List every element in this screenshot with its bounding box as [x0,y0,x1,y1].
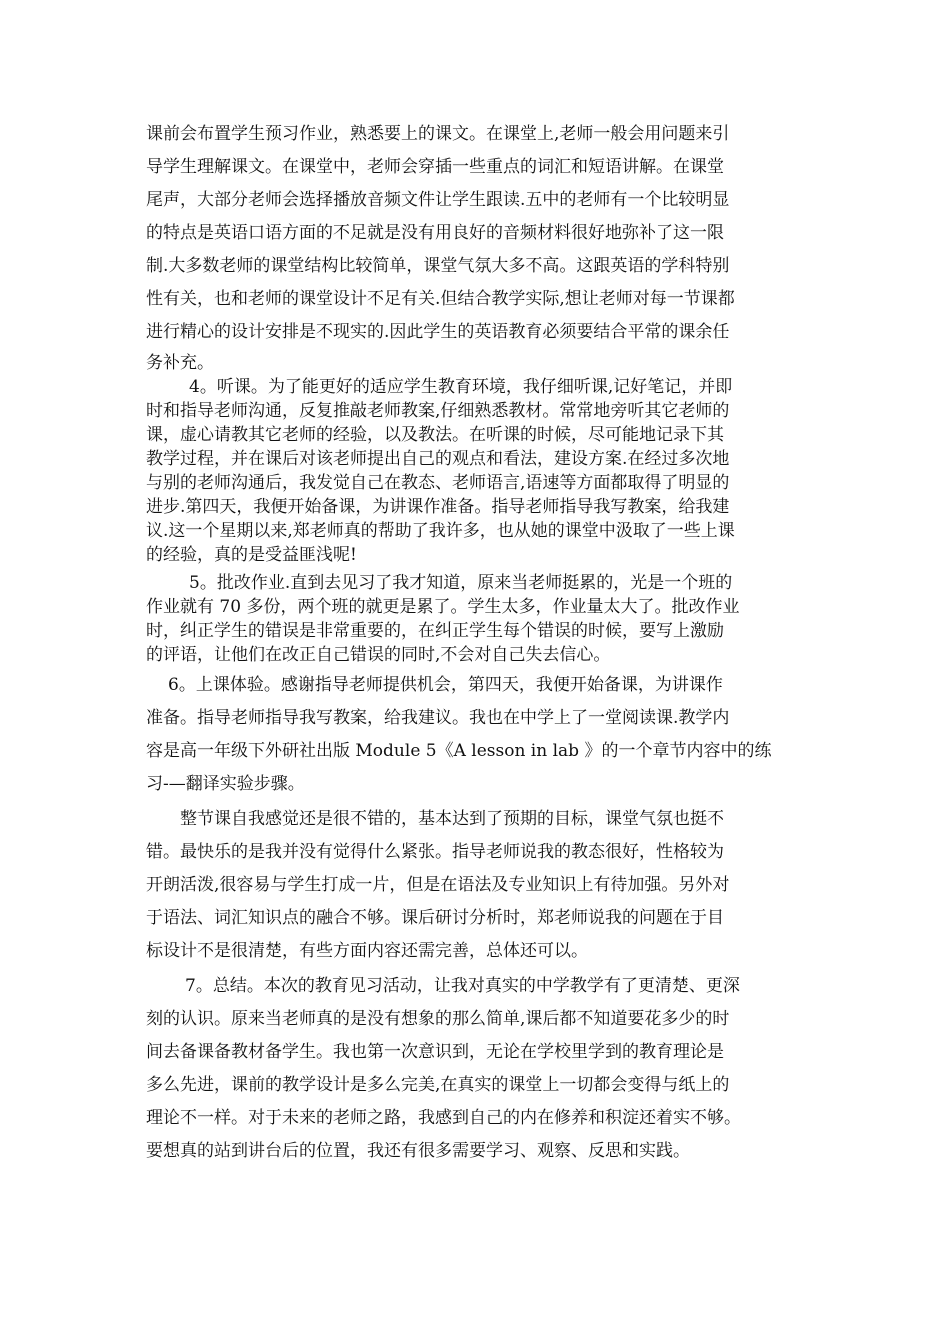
text-line: 作业就有 70 多份，两个班的就更是累了。学生太多，作业量太大了。批改作业 [146,597,740,617]
text-line: 课，虚心请教其它老师的经验，以及教法。在听课的时候，尽可能地记录下其 [146,425,724,445]
text-line: 的评语，让他们在改正自己错误的同时,不会对自己失去信心。 [146,645,611,665]
text-line: 务补充。 [146,353,214,373]
text-line: 的经验，真的是受益匪浅呢! [146,545,357,565]
text-line: 错。最快乐的是我并没有觉得什么紧张。指导老师说我的教态很好，性格较为 [146,842,724,862]
text-line: 开朗活泼,很容易与学生打成一片，但是在语法及专业知识上有待加强。另外对 [146,875,730,895]
text-line: 尾声，大部分老师会选择播放音频文件让学生跟读.五中的老师有一个比较明显 [146,190,730,210]
text-line: 间去备课备教材备学生。我也第一次意识到，无论在学校里学到的教育理论是 [146,1042,724,1062]
text-line: 时，纠正学生的错误是非常重要的，在纠正学生每个错误的时候，要写上激励 [146,621,724,641]
text-line: 5。批改作业.直到去见习了我才知道，原来当老师挺累的，光是一个班的 [189,573,733,593]
text-line: 多么先进，课前的教学设计是多么完美,在真实的课堂上一切都会变得与纸上的 [146,1075,730,1095]
text-line: 标设计不是很清楚，有些方面内容还需完善，总体还可以。 [146,941,588,961]
text-line: 的特点是英语口语方面的不足就是没有用良好的音频材料很好地弥补了这一限 [146,223,724,243]
text-line: 议.这一个星期以来,郑老师真的帮助了我许多，也从她的课堂中汲取了一些上课 [146,521,735,541]
text-line: 要想真的站到讲台后的位置，我还有很多需要学习、观察、反思和实践。 [146,1141,690,1161]
text-line: 整节课自我感觉还是很不错的，基本达到了预期的目标，课堂气氛也挺不 [180,809,724,829]
text-line: 7。总结。本次的教育见习活动，让我对真实的中学教学有了更清楚、更深 [185,976,740,996]
text-line: 4。听课。为了能更好的适应学生教育环境，我仔细听课,记好笔记，并即 [189,377,733,397]
text-line: 制.大多数老师的课堂结构比较简单，课堂气氛大多不高。这跟英语的学科特别 [146,256,730,276]
text-line: 理论不一样。对于未来的老师之路，我感到自己的内在修养和积淀还着实不够。 [146,1108,741,1128]
text-line: 于语法、词汇知识点的融合不够。课后研讨分析时，郑老师说我的问题在于目 [146,908,724,928]
text-line: 时和指导老师沟通，反复推敲老师教案,仔细熟悉教材。常常地旁听其它老师的 [146,401,730,421]
text-line: 习-—翻译实验步骤。 [146,774,305,794]
text-line: 导学生理解课文。在课堂中，老师会穿插一些重点的词汇和短语讲解。在课堂 [146,157,724,177]
text-line: 性有关，也和老师的课堂设计不足有关.但结合教学实际,想让老师对每一节课都 [146,289,735,309]
text-line: 教学过程，并在课后对该老师提出自己的观点和看法，建设方案.在经过多次地 [146,449,730,469]
text-line: 准备。指导老师指导我写教案，给我建议。我也在中学上了一堂阅读课.教学内 [146,708,730,728]
text-line: 容是高一年级下外研社出版 Module 5《A lesson in lab 》的一个章节内容中的练 [146,741,772,761]
text-line: 刻的认识。原来当老师真的是没有想象的那么简单,课后都不知道要花多少的时 [146,1009,730,1029]
text-line: 进步.第四天，我便开始备课，为讲课作准备。指导老师指导我写教案，给我建 [146,497,730,517]
text-line: 6。上课体验。感谢指导老师提供机会，第四天，我便开始备课，为讲课作 [168,675,723,695]
text-line: 进行精心的设计安排是不现实的.因此学生的英语教育必须要结合平常的课余任 [146,322,730,342]
text-line: 课前会布置学生预习作业，熟悉要上的课文。在课堂上,老师一般会用问题来引 [146,124,730,144]
text-line: 与别的老师沟通后，我发觉自己在教态、老师语言,语速等方面都取得了明显的 [146,473,730,493]
